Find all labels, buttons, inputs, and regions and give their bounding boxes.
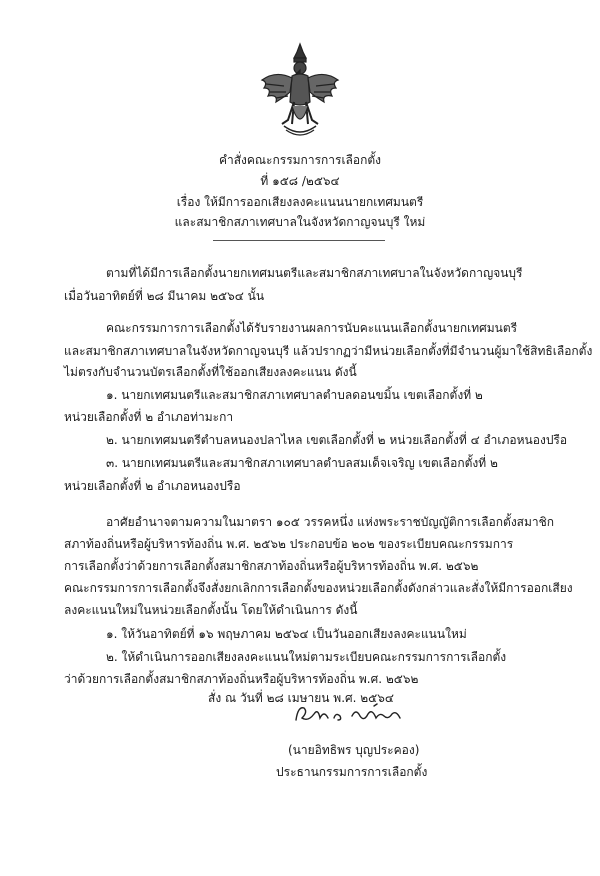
order-item-1: ๑. ให้วันอาทิตย์ที่ ๑๖ พฤษภาคม ๒๕๖๔ เป็นวันออกเสียงลงคะแนนใหม่ bbox=[106, 627, 467, 641]
subject-line-1: เรื่อง ให้มีการออกเสียงลงคะแนนนายกเทศมนตรี bbox=[176, 195, 424, 209]
issuer-title: คำสั่งคณะกรรมการการเลือกตั้ง bbox=[218, 153, 382, 167]
order-number: ที่ ๑๕๘ /๒๕๖๔ bbox=[260, 174, 340, 188]
paragraph-3-line-3: การเลือกตั้งว่าด้วยการเลือกตั้งสมาชิกสภาท้องถิ่นหรือผู้บริหารท้องถิ่น พ.ศ. ๒๕๖๒ bbox=[64, 559, 479, 573]
list-item-2: ๒. นายกเทศมนตรีตำบลหนองปลาไหล เขตเลือกตั้งที่ ๒ หน่วยเลือกตั้งที่ ๔ อำเภอหนองปรือ bbox=[106, 433, 568, 447]
handwritten-signature bbox=[278, 700, 428, 730]
list-item-1-line-2: หน่วยเลือกตั้งที่ ๒ อำเภอท่ามะกา bbox=[64, 410, 234, 424]
garuda-emblem bbox=[254, 40, 346, 140]
paragraph-2-line-1: คณะกรรมการการเลือกตั้งได้รับรายงานผลการนับคะแนนเลือกตั้งนายกเทศมนตรี bbox=[106, 321, 518, 335]
subject-line-2: และสมาชิกสภาเทศบาลในจังหวัดกาญจนบุรี ใหม่ bbox=[174, 215, 426, 229]
list-item-1-line-1: ๑. นายกเทศมนตรีและสมาชิกสภาเทศบาลตำบลดอนขมิ้น เขตเลือกตั้งที่ ๒ bbox=[106, 388, 483, 402]
paragraph-2-line-2: และสมาชิกสภาเทศบาลในจังหวัดกาญจนบุรี แล้วปรากฏว่ามีหน่วยเลือกตั้งที่มีจำนวนผู้มาใช้สิทธิเลือกตั้ง bbox=[64, 344, 593, 358]
paragraph-1-line-1: ตามที่ได้มีการเลือกตั้งนายกเทศมนตรีและสมาชิกสภาเทศบาลในจังหวัดกาญจนบุรี bbox=[106, 266, 523, 280]
list-item-3-line-2: หน่วยเลือกตั้งที่ ๒ อำเภอหนองปรือ bbox=[64, 479, 241, 493]
paragraph-1-line-2: เมื่อวันอาทิตย์ที่ ๒๘ มีนาคม ๒๕๖๔ นั้น bbox=[64, 289, 265, 303]
signatory-title: ประธานกรรมการการเลือกตั้ง bbox=[276, 765, 428, 779]
order-item-2-line-2: ว่าด้วยการเลือกตั้งสมาชิกสภาท้องถิ่นหรือผู้บริหารท้องถิ่น พ.ศ. ๒๕๖๒ bbox=[64, 672, 419, 686]
signatory-name: (นายอิทธิพร บุญประคอง) bbox=[288, 743, 420, 757]
paragraph-3-line-2: สภาท้องถิ่นหรือผู้บริหารท้องถิ่น พ.ศ. ๒๕๖๒ ประกอบข้อ ๒๐๒ ของระเบียบคณะกรรมการ bbox=[64, 537, 514, 551]
paragraph-2-line-3: ไม่ตรงกับจำนวนบัตรเลือกตั้งที่ใช้ออกเสียงลงคะแนน ดังนี้ bbox=[64, 365, 357, 379]
paragraph-3-line-1: อาศัยอำนาจตามความในมาตรา ๑๐๕ วรรคหนึ่ง แห่งพระราชบัญญัติการเลือกตั้งสมาชิก bbox=[106, 515, 555, 529]
paragraph-3-line-5: ลงคะแนนใหม่ในหน่วยเลือกตั้งนั้น โดยให้ดำเนินการ ดังนี้ bbox=[64, 603, 358, 617]
header-divider bbox=[213, 240, 385, 241]
order-item-2-line-1: ๒. ให้ดำเนินการออกเสียงลงคะแนนใหม่ตามระเบียบคณะกรรมการการเลือกตั้ง bbox=[106, 650, 507, 664]
date-line: สั่ง ณ วันที่ ๒๘ เมษายน พ.ศ. ๒๕๖๔ bbox=[208, 691, 394, 705]
list-item-3-line-1: ๓. นายกเทศมนตรีและสมาชิกสภาเทศบาลตำบลสมเด็จเจริญ เขตเลือกตั้งที่ ๒ bbox=[106, 456, 498, 470]
paragraph-3-line-4: คณะกรรมการการเลือกตั้งจึงสั่งยกเลิกการเลือกตั้งของหน่วยเลือกตั้งดังกล่าวและสั่งให้มีการออกเสียง bbox=[64, 581, 573, 595]
